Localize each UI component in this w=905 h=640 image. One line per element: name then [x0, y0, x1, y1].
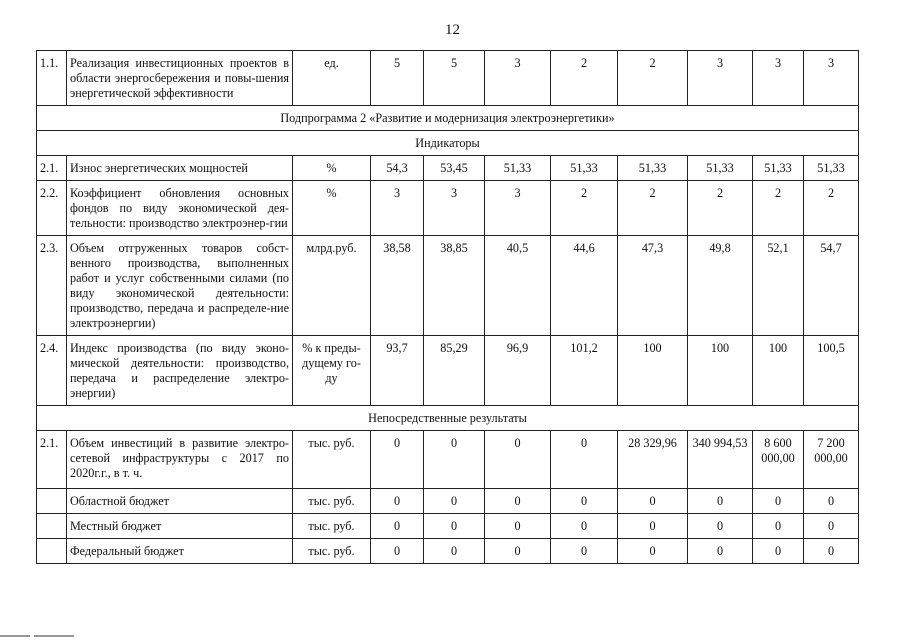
- row-name: Местный бюджет: [67, 514, 293, 539]
- value-cell: 0: [551, 489, 618, 514]
- value-cell: 0: [371, 539, 424, 564]
- row-number: 2.1.: [37, 431, 67, 489]
- value-cell: 2: [688, 181, 753, 236]
- value-cell: 51,33: [804, 156, 859, 181]
- row-unit: %: [293, 181, 371, 236]
- value-cell: 3: [688, 51, 753, 106]
- section-row: [37, 406, 859, 431]
- table-row: [37, 489, 859, 514]
- row-name: Федеральный бюджет: [67, 539, 293, 564]
- value-cell: 0: [618, 539, 688, 564]
- value-cell: 44,6: [551, 236, 618, 336]
- row-name: Индекс производства (по виду эконо-мической деятельности: производство, передача и распределение электро-энергии): [67, 336, 293, 406]
- value-cell: 0: [551, 431, 618, 489]
- value-cell: 93,7: [371, 336, 424, 406]
- value-cell: 51,33: [551, 156, 618, 181]
- section-row: [37, 131, 859, 156]
- value-cell: 5: [371, 51, 424, 106]
- value-cell: 3: [371, 181, 424, 236]
- table-row: [37, 539, 859, 564]
- value-cell: 51,33: [618, 156, 688, 181]
- value-cell: 0: [804, 514, 859, 539]
- table-row: [37, 431, 859, 489]
- value-cell: 3: [753, 51, 804, 106]
- value-cell: 0: [551, 539, 618, 564]
- row-name: Объем отгруженных товаров собст-венного производства, выполненных работ и услуг собственными силами (по виду экономической деятельности: производство, передача и распределе-ние электроэнергии): [67, 236, 293, 336]
- value-cell: 101,2: [551, 336, 618, 406]
- row-number: 2.3.: [37, 236, 67, 336]
- row-number: 2.2.: [37, 181, 67, 236]
- row-unit: тыс. руб.: [293, 489, 371, 514]
- value-cell: 7 200 000,00: [804, 431, 859, 489]
- indicators-table: [36, 50, 859, 564]
- row-name: Областной бюджет: [67, 489, 293, 514]
- row-number: [37, 514, 67, 539]
- value-cell: 0: [618, 489, 688, 514]
- row-number: [37, 539, 67, 564]
- row-number: 1.1.: [37, 51, 67, 106]
- value-cell: 0: [371, 431, 424, 489]
- value-cell: 0: [688, 539, 753, 564]
- value-cell: 5: [424, 51, 485, 106]
- value-cell: 8 600 000,00: [753, 431, 804, 489]
- value-cell: 40,5: [485, 236, 551, 336]
- page-number: 12: [445, 22, 460, 38]
- row-unit: %: [293, 156, 371, 181]
- value-cell: 0: [804, 539, 859, 564]
- row-name: Объем инвестиций в развитие электро-сетевой инфраструктуры с 2017 по 2020г.г., в т. ч.: [67, 431, 293, 489]
- value-cell: 51,33: [753, 156, 804, 181]
- value-cell: 3: [424, 181, 485, 236]
- row-unit: тыс. руб.: [293, 431, 371, 489]
- section-heading: Подпрограмма 2 «Развитие и модернизация электроэнергетики»: [37, 106, 859, 131]
- value-cell: 0: [485, 431, 551, 489]
- value-cell: 52,1: [753, 236, 804, 336]
- row-number: 2.4.: [37, 336, 67, 406]
- value-cell: 0: [618, 514, 688, 539]
- value-cell: 0: [371, 489, 424, 514]
- value-cell: 0: [371, 514, 424, 539]
- row-name: Износ энергетических мощностей: [67, 156, 293, 181]
- value-cell: 28 329,96: [618, 431, 688, 489]
- value-cell: 340 994,53: [688, 431, 753, 489]
- value-cell: 38,85: [424, 236, 485, 336]
- value-cell: 47,3: [618, 236, 688, 336]
- value-cell: 0: [688, 489, 753, 514]
- row-number: 2.1.: [37, 156, 67, 181]
- value-cell: 0: [424, 489, 485, 514]
- value-cell: 2: [753, 181, 804, 236]
- value-cell: 100,5: [804, 336, 859, 406]
- row-unit: тыс. руб.: [293, 514, 371, 539]
- table-row: [37, 156, 859, 181]
- section-row: [37, 106, 859, 131]
- row-unit: тыс. руб.: [293, 539, 371, 564]
- value-cell: 100: [618, 336, 688, 406]
- value-cell: 0: [424, 514, 485, 539]
- value-cell: 38,58: [371, 236, 424, 336]
- table-row: [37, 514, 859, 539]
- row-unit: % к преды-дущему го-ду: [293, 336, 371, 406]
- section-heading: Индикаторы: [37, 131, 859, 156]
- table-row: [37, 51, 859, 106]
- value-cell: 2: [551, 181, 618, 236]
- value-cell: 2: [618, 51, 688, 106]
- table-row: [37, 336, 859, 406]
- value-cell: 0: [424, 539, 485, 564]
- scan-edge-marks: [0, 633, 905, 640]
- value-cell: 0: [485, 489, 551, 514]
- value-cell: 100: [753, 336, 804, 406]
- row-name: Реализация инвестиционных проектов в области энергосбережения и повы-шения энергетической эффективности: [67, 51, 293, 106]
- value-cell: 0: [753, 539, 804, 564]
- value-cell: 3: [485, 181, 551, 236]
- value-cell: 0: [753, 489, 804, 514]
- value-cell: 2: [551, 51, 618, 106]
- value-cell: 100: [688, 336, 753, 406]
- value-cell: 0: [753, 514, 804, 539]
- value-cell: 2: [618, 181, 688, 236]
- row-unit: ед.: [293, 51, 371, 106]
- value-cell: 0: [485, 539, 551, 564]
- row-unit: млрд.руб.: [293, 236, 371, 336]
- value-cell: 49,8: [688, 236, 753, 336]
- section-heading: Непосредственные результаты: [37, 406, 859, 431]
- value-cell: 51,33: [485, 156, 551, 181]
- row-number: [37, 489, 67, 514]
- value-cell: 2: [804, 181, 859, 236]
- value-cell: 51,33: [688, 156, 753, 181]
- value-cell: 0: [424, 431, 485, 489]
- value-cell: 3: [485, 51, 551, 106]
- table-row: [37, 181, 859, 236]
- table-row: [37, 236, 859, 336]
- value-cell: 54,3: [371, 156, 424, 181]
- value-cell: 53,45: [424, 156, 485, 181]
- value-cell: 0: [485, 514, 551, 539]
- value-cell: 3: [804, 51, 859, 106]
- value-cell: 0: [688, 514, 753, 539]
- value-cell: 54,7: [804, 236, 859, 336]
- value-cell: 85,29: [424, 336, 485, 406]
- value-cell: 96,9: [485, 336, 551, 406]
- value-cell: 0: [804, 489, 859, 514]
- value-cell: 0: [551, 514, 618, 539]
- row-name: Коэффициент обновления основных фондов по виду экономической дея-тельности: производство электроэнер-гии: [67, 181, 293, 236]
